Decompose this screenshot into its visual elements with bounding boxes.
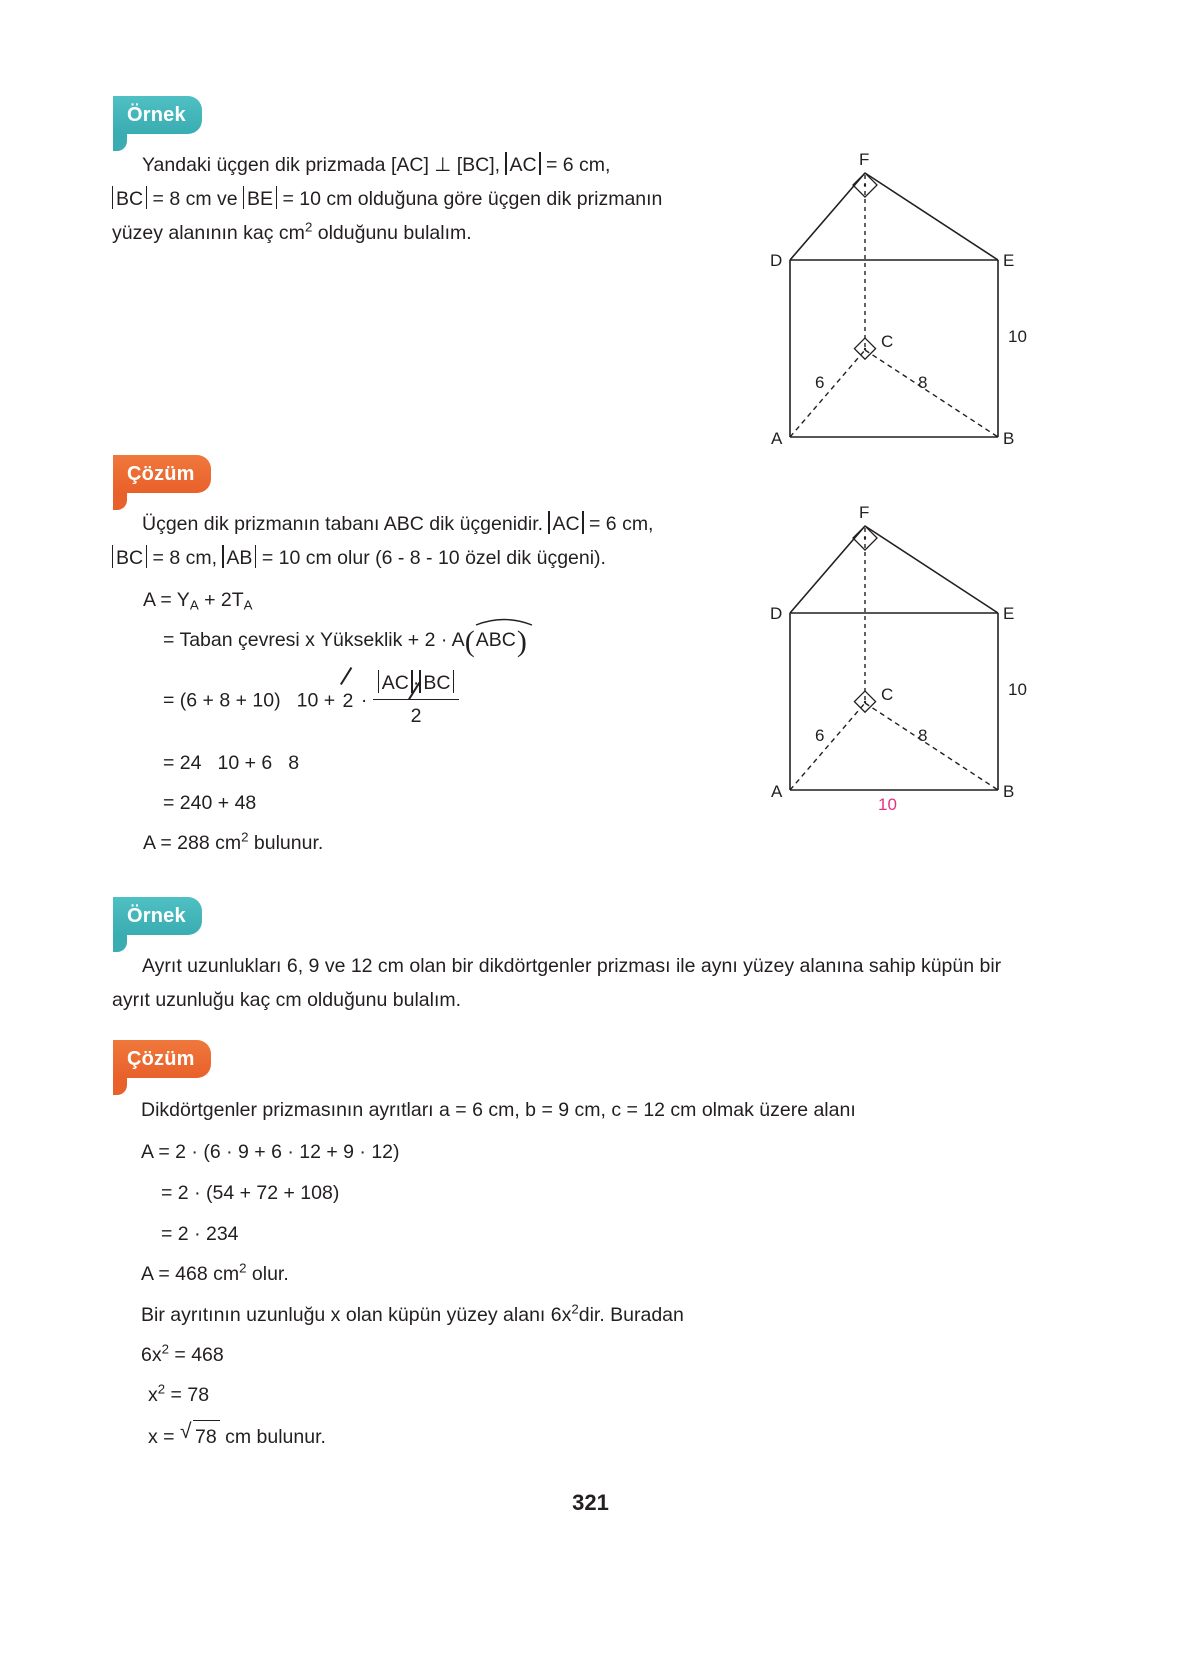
- diagram1-label-6: 6: [815, 373, 825, 392]
- solution2-eq8-radicand: 78: [193, 1420, 220, 1452]
- example1-line2-end: = 10 cm olduğuna göre üçgen dik prizmanın: [277, 188, 663, 210]
- solution1-line2-end: = 10 cm olur (6 - 8 - 10 özel dik üçgeni).: [256, 547, 606, 569]
- example2-text: [112, 949, 1032, 1017]
- example1-line3-sup: 2: [304, 219, 313, 235]
- diagram1-label-F: F: [859, 150, 870, 169]
- diagram2-label-D: D: [770, 604, 783, 623]
- solution2-eq7-sup: 2: [157, 1381, 166, 1397]
- solution2-eq2: = 2 · (54 + 72 + 108): [161, 1182, 340, 1204]
- solution2-eq8-b: cm bulunur.: [219, 1426, 326, 1448]
- diagram2-label-C: C: [881, 685, 894, 704]
- solution2-eq6-a: 6x: [141, 1344, 162, 1366]
- solution1-line1-a: Üçgen dik prizmanın tabanı ABC dik üçgenidir.: [142, 513, 549, 535]
- diagram2-label-base-10: 10: [878, 795, 897, 814]
- solution1-eq4-b: 10 + 6: [217, 752, 273, 774]
- solution1-eq3-b: 10 +: [296, 689, 341, 712]
- abs-be: BE: [243, 188, 277, 210]
- solution1-line1-b: = 6 cm,: [583, 513, 654, 535]
- diagram2-label-E: E: [1003, 604, 1015, 623]
- abs-bc: BC: [112, 547, 147, 569]
- solution1-eq4-a: = 24: [163, 752, 202, 774]
- cancelled-two: 2: [341, 686, 356, 716]
- prism-diagram-2: [770, 498, 1030, 818]
- example2-line2: ayrıt uzunluğu kaç cm olduğunu bulalım.: [112, 989, 462, 1011]
- badge-ornek-1-label: Örnek: [127, 104, 186, 126]
- diagram1-label-8: 8: [918, 373, 928, 392]
- solution2-eq5-b: dir. Buradan: [578, 1304, 684, 1326]
- solution1-eq3-a: = (6 + 8 + 10): [163, 689, 281, 712]
- solution1-eq6-sup: 2: [241, 829, 249, 845]
- radical-sign-icon: √: [179, 1420, 192, 1443]
- diagram1-label-10: 10: [1008, 327, 1027, 346]
- paren-close: ): [516, 625, 527, 658]
- abs-ab: AB: [222, 547, 256, 569]
- diagram2-label-A: A: [771, 782, 783, 801]
- badge-cozum-2: [113, 1040, 211, 1078]
- fraction-ac-bc-over-2: [373, 668, 460, 731]
- solution2-eq5: [141, 1300, 684, 1330]
- solution2-eq1: A = 2 · (6 · 9 + 6 · 12 + 9 · 12): [141, 1141, 400, 1163]
- diagram2-label-6: 6: [815, 726, 825, 745]
- solution1-eq4-c: 8: [288, 752, 300, 774]
- cancelled-two-den: 2: [409, 701, 424, 731]
- abs-ac: AC: [548, 513, 583, 535]
- solution1-eq1-sub1: A: [189, 597, 199, 613]
- solution2-eq8-a: x =: [148, 1426, 180, 1448]
- badge-cozum-2-label: Çözüm: [127, 1048, 195, 1070]
- example1-line3-b: olduğunu bulalım.: [312, 222, 472, 244]
- solution1-eq2: [163, 625, 527, 657]
- solution2-eq3: = 2 · 234: [161, 1223, 239, 1245]
- example1-line1-b: = 6 cm,: [540, 154, 611, 176]
- page-number: 321: [572, 1490, 609, 1515]
- solution2-eq4-a: A = 468 cm: [141, 1263, 240, 1285]
- diagram2-label-B: B: [1003, 782, 1015, 801]
- solution1-eq3-dot: ·: [355, 689, 373, 712]
- prism-diagram-2-svg: [770, 498, 1030, 818]
- example1-line1-a: Yandaki üçgen dik prizmada [AC] ⊥ [BC],: [142, 154, 506, 176]
- prism-diagram-1: [770, 145, 1030, 450]
- example1-text: [112, 148, 712, 250]
- diagram2-label-F: F: [859, 503, 870, 522]
- solution2-eq4-sup: 2: [239, 1260, 247, 1276]
- solution2-eq6-b: = 468: [168, 1344, 224, 1366]
- diagram2-label-10: 10: [1008, 680, 1027, 699]
- diagram2-label-8: 8: [918, 726, 928, 745]
- solution1-line2-mid: = 8 cm,: [147, 547, 223, 569]
- solution2-eq6-sup: 2: [161, 1341, 169, 1357]
- arc-icon: [474, 614, 534, 626]
- solution2-eq5-a: Bir ayrıtının uzunluğu x olan küpün yüzey alanı 6x: [141, 1304, 572, 1326]
- solution1-eq2-a: = Taban çevresi x Yükseklik + 2 · A: [163, 629, 465, 651]
- solution1-eq2-arc: ABC: [475, 629, 516, 651]
- solution2-eq4: [141, 1259, 289, 1289]
- solution2-eq4-b: olur.: [246, 1263, 289, 1285]
- solution2-eq8: [148, 1420, 326, 1452]
- badge-cozum-1-label: Çözüm: [127, 463, 195, 485]
- sqrt-78: [180, 1420, 220, 1452]
- diagram1-label-B: B: [1003, 429, 1015, 448]
- solution1-eq1-a: A = Y: [143, 589, 190, 611]
- solution1-eq6-b: bulunur.: [248, 832, 324, 854]
- solution1-eq3: [163, 670, 459, 733]
- diagram1-label-E: E: [1003, 251, 1015, 270]
- solution1-eq1-b: + 2T: [198, 589, 244, 611]
- solution2-eq7: [148, 1380, 209, 1410]
- badge-ornek-1: [113, 96, 202, 134]
- arc-abc: [475, 625, 517, 655]
- solution1-eq6-a: A = 288 cm: [143, 832, 242, 854]
- solution1-eq1: [143, 585, 252, 615]
- fraction-num-dot: ·: [412, 672, 420, 694]
- solution1-eq5: = 240 + 48: [163, 792, 257, 814]
- diagram1-label-C: C: [881, 332, 894, 351]
- solution2-eq7-b: = 78: [165, 1384, 210, 1406]
- solution2-eq7-a: x: [148, 1384, 158, 1406]
- example2-line1: Ayrıt uzunlukları 6, 9 ve 12 cm olan bir dikdörtgenler prizması ile aynı yüzey alanına sahip küpün bir: [142, 955, 1002, 977]
- solution1-eq1-sub2: A: [243, 597, 253, 613]
- prism-diagram-1-svg: [770, 145, 1030, 450]
- fraction-denominator: [373, 699, 460, 731]
- diagram1-label-D: D: [770, 251, 783, 270]
- abs-bc: BC: [112, 188, 147, 210]
- solution2-eq5-sup: 2: [571, 1301, 579, 1317]
- solution1-eq6: [143, 828, 323, 858]
- solution2-line1: Dikdörtgenler prizmasının ayrıtları a = 6 cm, b = 9 cm, c = 12 cm olmak üzere alanı: [141, 1099, 856, 1121]
- example1-line3-a: yüzey alanının kaç cm: [112, 222, 305, 244]
- badge-ornek-2-label: Örnek: [127, 905, 186, 927]
- abs-ac: AC: [505, 154, 540, 176]
- solution2-eq6: [141, 1340, 224, 1370]
- abs-ac: AC: [378, 672, 413, 694]
- solution1-text: [112, 507, 707, 575]
- example1-line2-mid: = 8 cm ve: [147, 188, 244, 210]
- paren-open: (: [464, 625, 475, 658]
- solution1-eq4: [163, 748, 299, 778]
- diagram1-label-A: A: [771, 429, 783, 448]
- abs-bc: BC: [419, 672, 454, 694]
- badge-cozum-1: [113, 455, 211, 493]
- badge-ornek-2: [113, 897, 202, 935]
